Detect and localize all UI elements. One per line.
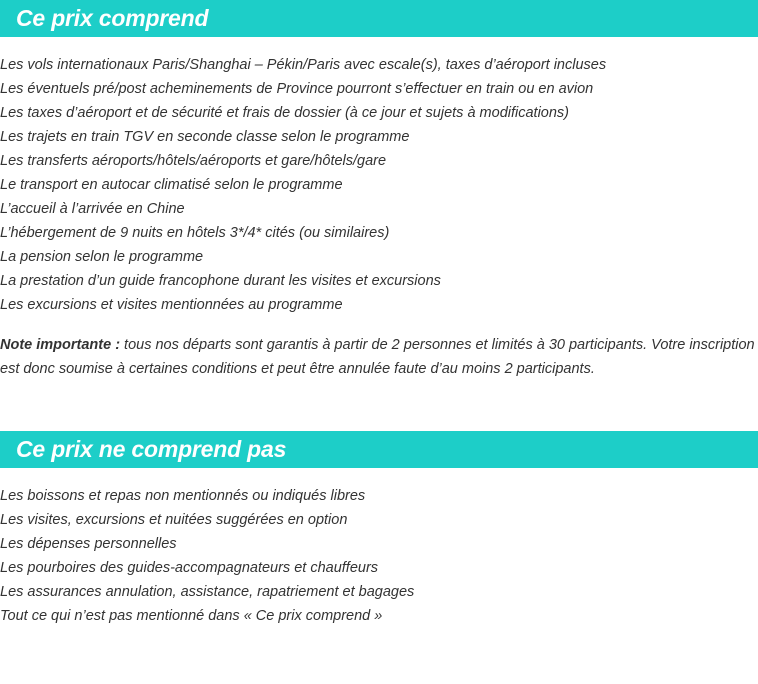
list-item: Les dépenses personnelles: [0, 536, 177, 552]
list-item: Les boissons et repas non mentionnés ou indiqués libres: [0, 488, 366, 504]
price-excludes-title: Ce prix ne comprend pas: [16, 436, 287, 462]
list-item: Les éventuels pré/post acheminements de Province pourront s’effectuer en train ou en avion: [0, 81, 594, 97]
important-note: [0, 333, 755, 381]
list-item: Le transport en autocar climatisé selon le programme: [0, 177, 343, 193]
important-note-text: tous nos départs sont garantis à partir de 2 personnes et limités à 30 participants. Votre inscription est donc soumise à certaines conditions et peut être annulée faute d’au moins 2 participants.: [0, 337, 755, 377]
list-item: Tout ce qui n’est pas mentionné dans « Ce prix comprend »: [0, 608, 383, 624]
list-item: Les visites, excursions et nuitées suggérées en option: [0, 512, 348, 528]
price-includes-list: [0, 53, 758, 317]
important-note-label: Note importante :: [0, 337, 121, 353]
list-item: Les assurances annulation, assistance, rapatriement et bagages: [0, 584, 415, 600]
list-item: Les transferts aéroports/hôtels/aéroports et gare/hôtels/gare: [0, 153, 387, 169]
list-item: La prestation d’un guide francophone durant les visites et excursions: [0, 273, 441, 289]
list-item: Les excursions et visites mentionnées au programme: [0, 297, 343, 313]
list-item: Les pourboires des guides-accompagnateurs et chauffeurs: [0, 560, 379, 576]
list-item: L’hébergement de 9 nuits en hôtels 3*/4* cités (ou similaires): [0, 225, 390, 241]
list-item: L’accueil à l’arrivée en Chine: [0, 201, 185, 217]
list-item: La pension selon le programme: [0, 249, 204, 265]
list-item: Les taxes d’aéroport et de sécurité et frais de dossier (à ce jour et sujets à modifications): [0, 105, 570, 121]
list-item: Les trajets en train TGV en seconde classe selon le programme: [0, 129, 410, 145]
price-includes-title: Ce prix comprend: [16, 5, 209, 31]
price-excludes-header: [0, 431, 758, 468]
price-includes-header: [0, 0, 758, 37]
price-excludes-list: [0, 484, 758, 628]
list-item: Les vols internationaux Paris/Shanghai – Pékin/Paris avec escale(s), taxes d’aéroport incluses: [0, 57, 607, 73]
